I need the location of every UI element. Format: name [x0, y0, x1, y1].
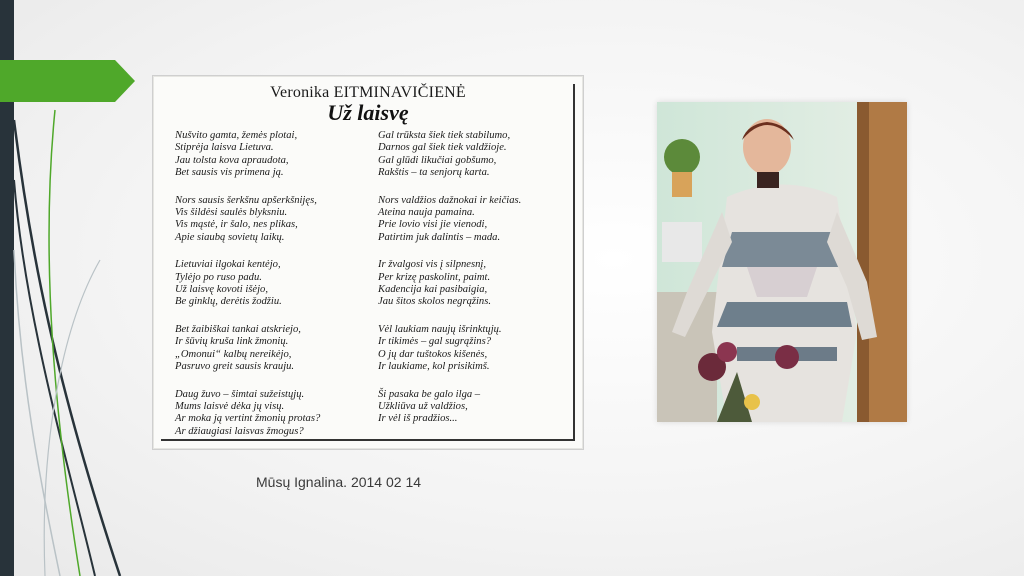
poem-stanza	[175, 389, 370, 439]
woman-reciting-photo	[657, 102, 907, 422]
poem-line: Gal glūdi likučiai gobšumo,	[378, 154, 497, 166]
poem-line: Prie lovio visi jie vienodi,	[378, 219, 488, 231]
poem-line: Tylėjo po ruso padu.	[175, 271, 262, 283]
poem-line: Gal trūksta šiek tiek stabilumo,	[378, 130, 511, 141]
poem-stanza	[378, 259, 578, 309]
poem-line: Patirtim juk dalintis – mada.	[378, 231, 501, 243]
poem-line: Už laisvę kovoti išėjo,	[175, 284, 268, 296]
poem-line: Ir laukiame, kol prisikimš.	[378, 361, 490, 373]
poem-stanza	[175, 259, 370, 309]
poem-author: Veronika EITMINAVIČIENĖ	[270, 84, 466, 101]
poem-line: Užkliūva už valdžios,	[378, 400, 468, 412]
poem-line: Vis šildėsi saulės blyksniu.	[175, 207, 288, 219]
poem-line: Ateina nauja pamaina.	[378, 207, 475, 219]
poem-line: Darnos gal šiek tiek valdžioje.	[378, 142, 507, 154]
poem-line: „Omonui“ kalbų nereikėjo,	[175, 348, 292, 360]
poem-line: Jau šitos skolos negrąžins.	[378, 296, 492, 308]
poem-line: Nušvito gamta, žemės plotai,	[175, 130, 298, 141]
poem-line: Ir šūvių kruša link žmonių.	[175, 336, 289, 348]
poem-line: Nors sausis šerkšnu apšerkšnijęs,	[175, 194, 317, 206]
poem-line: Ši pasaka be galo ilga –	[378, 388, 481, 400]
poem-title: Už laisvę	[327, 100, 409, 125]
poem-line: Be ginklų, derėtis žodžiu.	[175, 296, 282, 308]
newspaper-clipping	[152, 75, 584, 450]
poem-left-column	[175, 130, 370, 453]
poem-stanza	[175, 130, 370, 180]
poem-line: Bet žaibiškai tankai atskriejo,	[175, 323, 301, 335]
poem-line: Pasruvo greit sausis krauju.	[175, 361, 295, 373]
poem-stanza	[175, 324, 370, 374]
poem-line: Vėl laukiam naujų išrinktųjų.	[378, 323, 502, 335]
poem-line: Bet sausis vis primena ją.	[175, 167, 284, 179]
poem-line: Kadencija kai pasibaigia,	[378, 284, 488, 296]
poem-line: Nors valdžios dažnokai ir keičias.	[378, 194, 522, 206]
poem-line: Ir tikimės – gal sugrąžins?	[378, 336, 492, 348]
poem-line: Daug žuvo – šimtai sužeistųjų.	[175, 388, 305, 400]
poem-line: Jau tolsta kova apraudota,	[175, 154, 289, 166]
poem-line: Mums laisvė dėka jų visų.	[175, 400, 285, 412]
poem-stanza	[378, 389, 578, 426]
poem-line: Ir žvalgosi vis į silpnesnį,	[378, 259, 486, 271]
poem-line: Apie siaubą sovietų laikų.	[175, 231, 285, 243]
poem-line: Rakštis – ta senjorų karta.	[378, 167, 490, 179]
poem-stanza	[175, 195, 370, 245]
image-caption: Mūsų Ignalina. 2014 02 14	[256, 474, 422, 490]
poem-line: Vis mąstė, ir šalo, nes plikas,	[175, 219, 298, 231]
poem-stanza	[378, 195, 578, 245]
poem-line: Ar moka ją vertint žmonių protas?	[175, 413, 321, 425]
poem-stanza	[378, 324, 578, 374]
poem-line: Stiprėja laisva Lietuva.	[175, 142, 274, 154]
poem-line: O jų dar tuštokos kišenės,	[378, 348, 488, 360]
green-arrow-tab-icon	[0, 60, 135, 102]
poem-line: Ar džiaugiasi laisvas žmogus?	[175, 425, 304, 437]
poem-stanza	[378, 130, 578, 180]
poem-line: Lietuviai ilgokai kentėjo,	[175, 259, 281, 271]
poem-line: Per krizę paskolint, paimt.	[378, 271, 491, 283]
poem-line: Ir vėl iš pradžios...	[378, 413, 458, 425]
poem-right-column	[378, 130, 578, 441]
